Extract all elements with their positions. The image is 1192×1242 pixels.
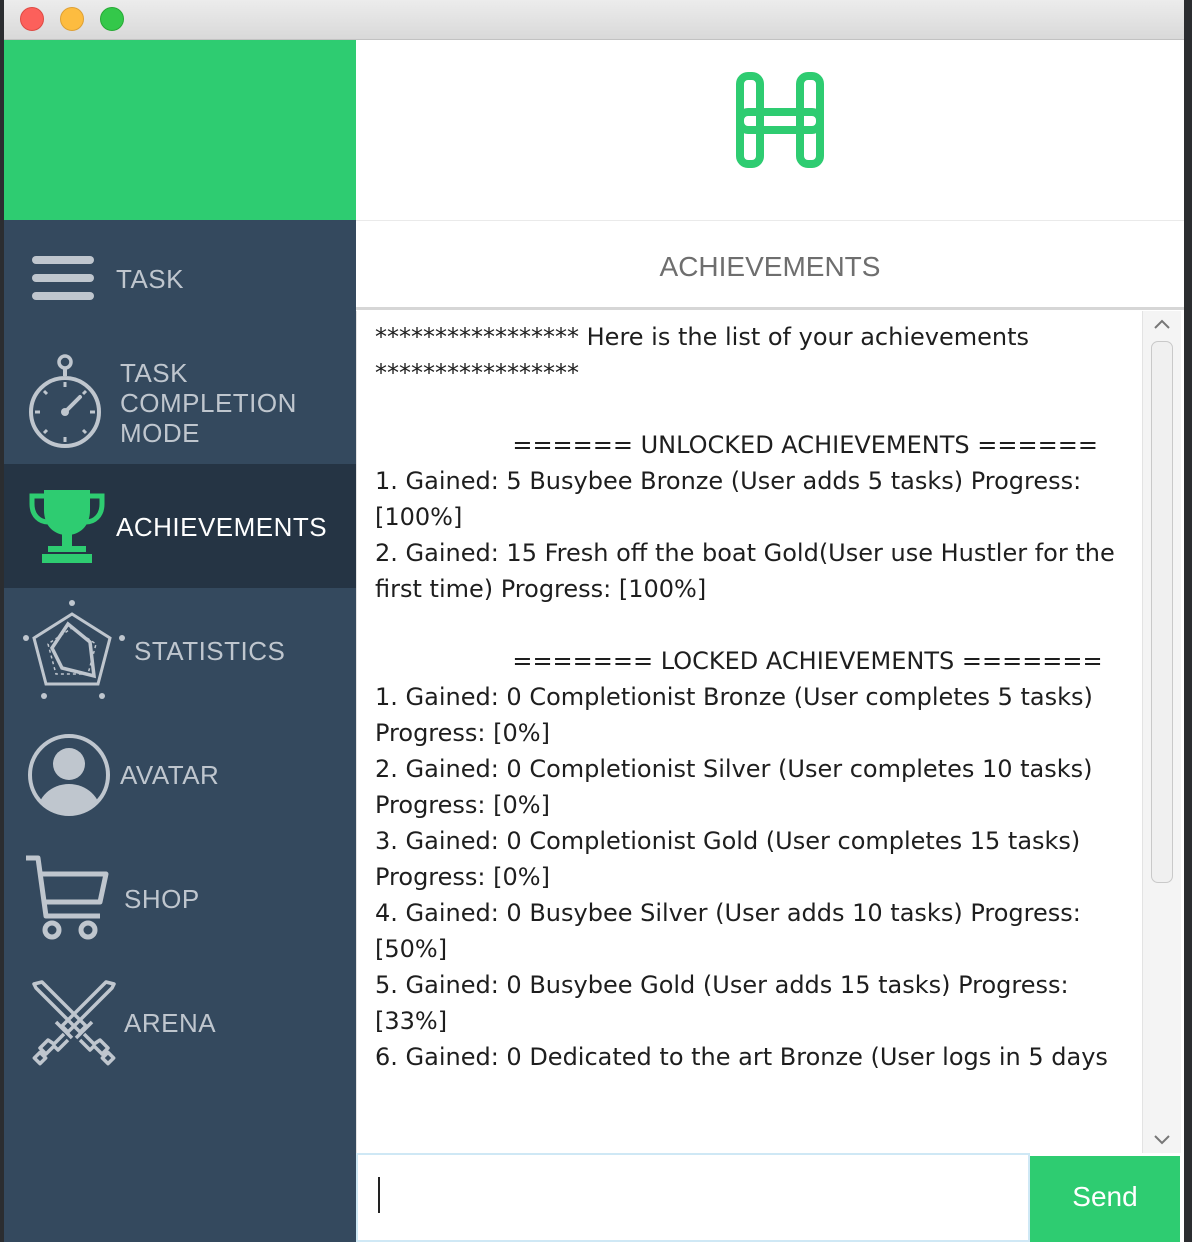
app-header [356,40,1184,221]
zoom-window-button[interactable] [100,7,124,31]
sidebar-item-arena[interactable] [4,960,356,1084]
send-button[interactable]: Send [1030,1156,1180,1242]
sidebar-item-achievements[interactable] [4,464,356,588]
user-avatar-icon [26,732,112,818]
chevron-up-icon[interactable] [1152,315,1172,335]
radar-chart-icon [22,598,128,702]
sidebar-item-label: TASK [116,264,184,294]
achievements-text: ***************** Here is the list of your achievements ***************** ====== UNLOCKED ACHIEVEMENTS ====== 1. Gained: 5 Busybee Bronze (User adds 5 tasks) Progress: [100%] 2. Gained: 15 Fresh off the boat Gold(User use Hustler for the first time) Progress: [100%] ======= LOCKED ACHIEVEMENTS ======= 1. Gained: 0 Completionist Bronze (User completes 5 tasks) Progress: [0%] 2. Gained: 0 Completionist Silver (User completes 10 tasks) Progress: [0%] 3. Gained: 0 Completionist Gold (User completes 15 tasks) Progress: [0%] 4. Gained: 0 Busybee Silver (User adds 10 tasks) Progress: [50%] 5. Gained: 0 Busybee Gold (User adds 15 tasks) Progress: [33%] 6. Gained: 0 Dedicated to the art Bronze (User logs in 5 days [375,323,1115,1071]
sidebar-item-task[interactable] [4,220,356,340]
sidebar-item-label: ARENA [124,1008,217,1038]
sidebar-item-shop[interactable] [4,836,356,960]
sidebar-header [4,40,356,220]
chevron-down-icon[interactable] [1152,1129,1172,1149]
vertical-scrollbar[interactable] [1142,311,1181,1153]
title-bar [4,0,1184,40]
sidebar [4,220,356,1242]
trophy-icon [28,488,106,564]
sidebar-item-statistics[interactable] [4,588,356,712]
sidebar-item-avatar[interactable] [4,712,356,836]
sidebar-item-task-completion-mode[interactable] [4,340,356,464]
close-window-button[interactable] [20,7,44,31]
achievements-output [356,311,1143,1153]
crossed-swords-icon [28,978,120,1070]
menu-icon [30,254,96,302]
sidebar-item-label: TASK COMPLETION MODE [120,358,297,448]
minimize-window-button[interactable] [60,7,84,31]
command-input[interactable] [356,1153,1030,1242]
hustler-h-logo-icon [736,72,826,168]
sidebar-item-label: SHOP [124,884,200,914]
sidebar-item-label: ACHIEVEMENTS [116,512,328,542]
text-caret [378,1177,380,1213]
shopping-cart-icon [22,852,112,942]
sidebar-item-label: AVATAR [120,760,220,790]
stopwatch-icon [26,354,104,448]
page-title: ACHIEVEMENTS [356,221,1184,310]
scrollbar-thumb[interactable] [1151,341,1173,883]
sidebar-item-label: STATISTICS [134,636,286,666]
